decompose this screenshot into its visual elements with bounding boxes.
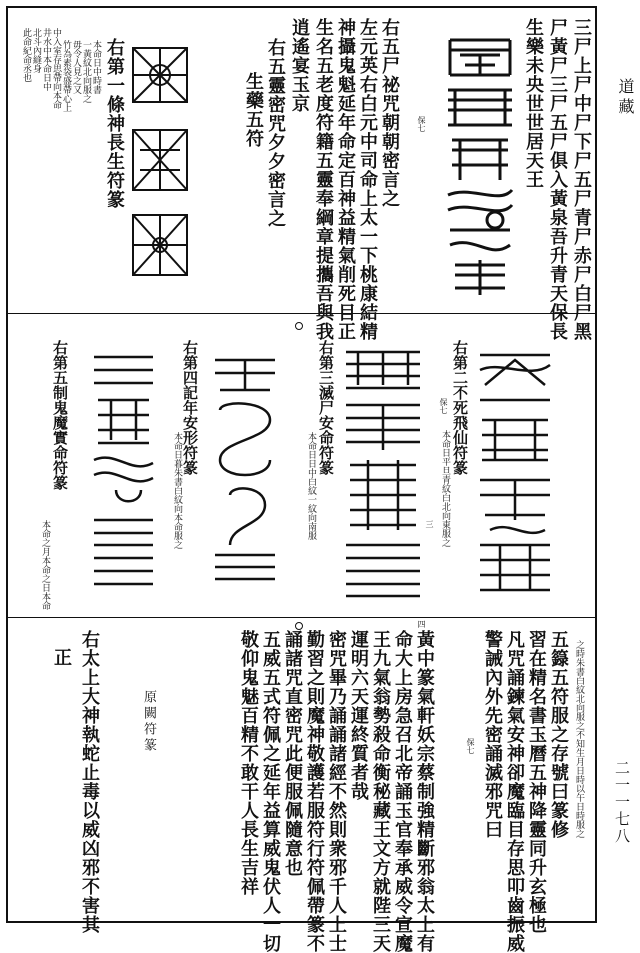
talisman-seal-4: [205, 345, 285, 594]
divider-upper: [6, 313, 597, 314]
text-column: 尸黃尸三尸五尸俱入黃泉吾升青天保長: [547, 18, 568, 341]
circle-marker: [295, 322, 303, 330]
talisman-charm-1: [125, 40, 195, 294]
talisman-heading: 右第二不死飛仙符篆: [451, 340, 469, 475]
text-column: 王九氣翁勢殺命衡秘藏王文方就陛三天: [370, 630, 391, 953]
talisman-seal-5: [86, 345, 161, 594]
note-column: 本命日暮朱書白紋向本命服之: [172, 432, 182, 549]
text-column: 凡咒誦鍊氣安神卻魔臨目存思叩齒振威: [504, 630, 525, 953]
text-column: 生藥五符: [243, 72, 264, 148]
talisman-heading: 右第三滅尸安命符篆: [317, 340, 335, 475]
note-column: 本命之月本命之日本命: [40, 520, 50, 610]
note-column: 毋令人見之又: [71, 40, 81, 94]
note-column: 本命日平旦青紋白北向東服之: [440, 430, 450, 547]
note-column: 中入室存思帶向本命: [51, 28, 61, 109]
page-number: 二一一七八: [613, 760, 631, 845]
talisman-seal-2: [470, 340, 562, 604]
circle-marker: [295, 622, 303, 630]
divider-lower: [6, 617, 597, 618]
marker: 保七: [466, 738, 475, 754]
talisman-heading: 右第四記年安形符篆: [181, 340, 199, 475]
note-column: 一黃紋北向服之: [81, 40, 91, 103]
marker: 保七: [417, 116, 426, 132]
text-column: 生樂未央世世居天王: [523, 18, 544, 189]
text-column: 習在精名書玉曆五神降靈同升玄極也: [526, 630, 547, 934]
text-column: 密咒畢乃誦誦諸經不然則衆邪千人上士: [326, 630, 347, 953]
text-column: 神攝鬼魁延年命定百神益精氣削死目正: [335, 18, 356, 341]
collection-title: 道藏: [616, 78, 635, 118]
text-column: 運明六天運終質者哉: [348, 630, 369, 801]
talisman-seal-top: [440, 30, 520, 304]
note-column: 北斗內縫身: [31, 28, 41, 73]
text-column: 生名五老度符籍五靈奉綱章提攜吾與我: [313, 18, 334, 341]
text-column: 五威五式符佩之延年益算威鬼伏人一切: [260, 630, 281, 953]
note-column: 此命紀命丞也: [21, 28, 31, 82]
talisman-seal-3: [338, 340, 428, 604]
note-column: 之時朱書白紋北向服之不知生月日時以午日時服之: [574, 640, 584, 838]
text-column: 五籙五符服之存號曰篆修: [548, 630, 569, 839]
text-column: 左元英右白元中司命上太一下桃康結精: [357, 18, 378, 341]
text-column: 誦諸咒直密咒此便服佩隨意也: [282, 630, 303, 877]
missing-talisman-note: 原闕符篆: [141, 690, 156, 754]
text-column: 逍遙宴玉京: [289, 18, 310, 113]
note-column: 本命日日中白紋一紋向南服: [306, 432, 316, 540]
talisman-heading: 右第一條神長生符篆: [104, 38, 125, 209]
text-column: 三尸上尸中尸下尸五尸青尸赤尸白尸黑: [571, 18, 592, 341]
text-column: 右五靈密咒夕夕密言之: [265, 38, 286, 228]
marker: 三: [425, 520, 434, 528]
text-column: 敬仰鬼魅百精不敢干人長生吉祥: [238, 630, 259, 896]
note-column: 竹為素袋盛帶心上: [61, 40, 71, 112]
marker: 保七: [439, 398, 448, 414]
text-column: 命大上房急召北帝誦玉官奉承威令宣魔: [392, 630, 413, 953]
talisman-heading: 右第五制鬼魔實命符篆: [51, 340, 69, 490]
text-column: 右太上大神執蛇止毒以威凶邪不害其: [79, 630, 100, 934]
text-column: 警誡內外先密誦滅邪咒曰: [482, 630, 503, 839]
note-column: 本命日中時書: [91, 40, 101, 94]
marker: 四: [417, 620, 426, 628]
text-column: 勤習之則魔神敬護若服符行符佩帶篆不: [304, 630, 325, 953]
text-column: 右五尸祕咒朝朝密言之: [379, 18, 400, 208]
text-column: 正: [51, 648, 72, 667]
note-column: 井水中本命日中: [41, 28, 51, 91]
text-column: 黃中篆氣軒妖宗蔡制強精斷邪翁太上有: [414, 630, 435, 953]
